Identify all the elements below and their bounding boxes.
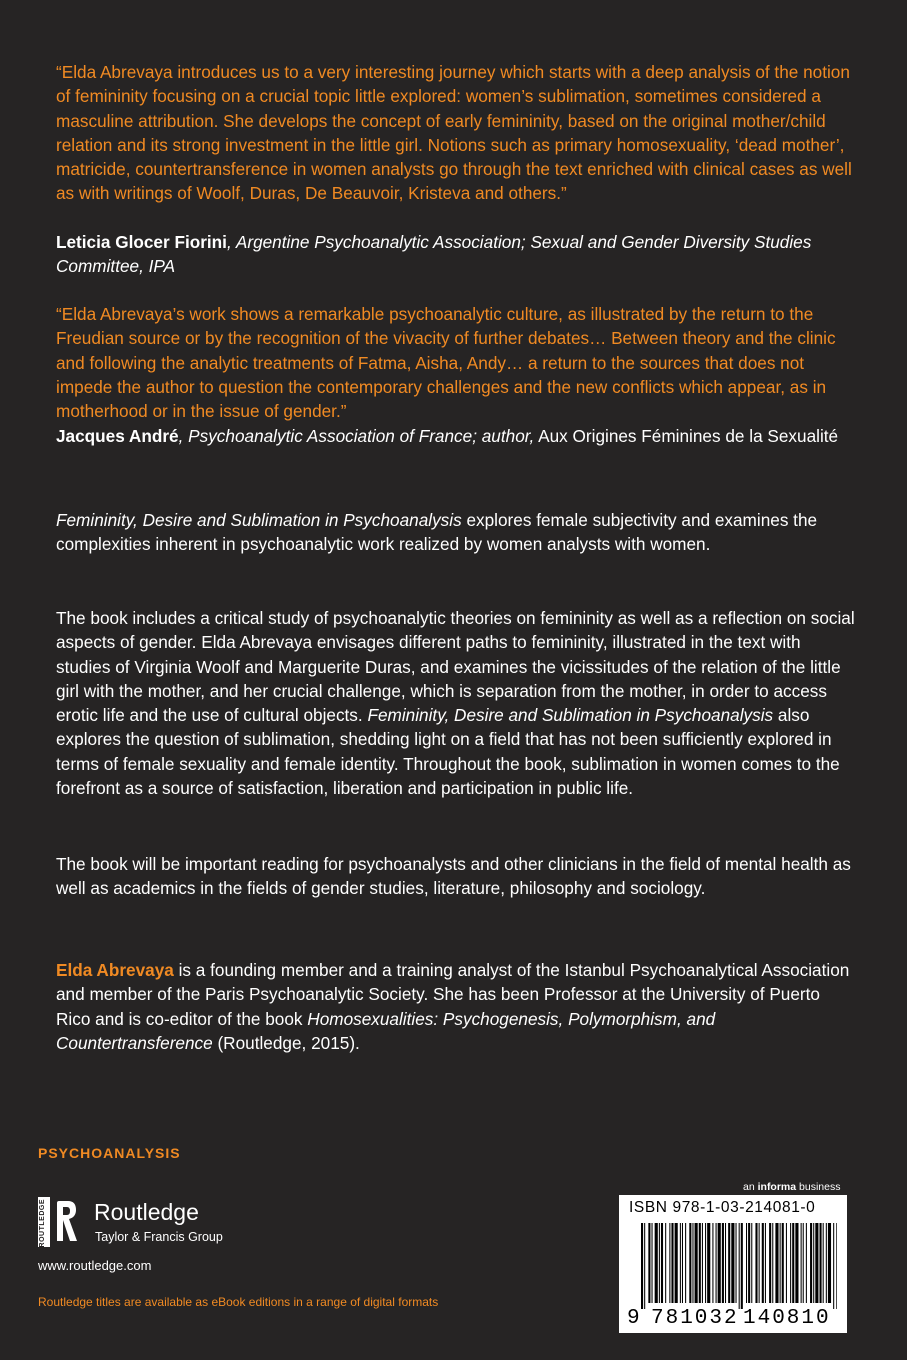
quote-1-author: Leticia Glocer Fiorini bbox=[56, 232, 227, 252]
description-paragraph-2 bbox=[56, 606, 856, 800]
publisher-website: www.routledge.com bbox=[38, 1258, 152, 1273]
isbn-digit-group-2: 140810 bbox=[743, 1307, 831, 1330]
informa-suffix: business bbox=[796, 1181, 841, 1193]
isbn-digit-lead: 9 bbox=[627, 1307, 640, 1330]
quote-1-affiliation: , Argentine Psychoanalytic Association; Sexual and Gender Diversity Studies Committee, IPA bbox=[56, 232, 812, 277]
quote-2-author: Jacques André bbox=[56, 426, 179, 446]
description-p3-text: The book will be important reading for psychoanalysts and other clinicians in the field of mental health as well as academics in the fields of gender studies, literature, philosophy and sociology. bbox=[56, 854, 851, 899]
book-title: Femininity, Desire and Sublimation in Psychoanalysis bbox=[367, 705, 774, 726]
routledge-icon bbox=[54, 1199, 80, 1243]
endorsement-attribution-1 bbox=[56, 230, 856, 279]
author-bio-text-a: is a founding member and a training analyst of the Istanbul Psychoanalytical Association and member of the Paris Psychoanalytic Society. She has been Professor at the University of Puerto Rico and is co-editor of the book bbox=[56, 960, 850, 1029]
ebook-note: Routledge titles are available as eBook editions in a range of digital formats bbox=[38, 1295, 439, 1309]
informa-tagline bbox=[743, 1181, 840, 1193]
description-paragraph-3 bbox=[56, 852, 856, 901]
informa-brand: informa bbox=[757, 1181, 797, 1193]
quote-2-affiliation: , Psychoanalytic Association of France; author, bbox=[178, 426, 535, 446]
routledge-logo bbox=[38, 1197, 268, 1249]
description-p1-text: explores female subjectivity and examines the complexities inherent in psychoanalytic work realized by women analysts with women. bbox=[56, 510, 818, 555]
barcode-icon bbox=[641, 1223, 837, 1309]
quote-1-text: “Elda Abrevaya introduces us to a very interesting journey which starts with a deep analysis of the notion of femininity focusing on a crucial topic little explored: women’s sublimation, sometimes considered a masculine attribution. She develops the concept of early femininity, based on the original mother/child relation and its strong investment in the little girl. Notions such as primary homosexuality, ‘dead mother’, matricide, countertransference in women analysts go through the text enriched with clinical cases as well as with writings of Woolf, Duras, De Beauvoir, Kristeva and others.” bbox=[56, 62, 852, 204]
quote-2-book: Aux Origines Féminines de la Sexualité bbox=[534, 426, 839, 446]
author-bio-text-b: (Routledge, 2015). bbox=[212, 1032, 360, 1053]
informa-prefix: an bbox=[743, 1181, 758, 1193]
author-bio bbox=[56, 958, 856, 1055]
endorsement-quote-1 bbox=[56, 60, 856, 206]
description-p2-text-a: The book includes a critical study of psychoanalytic theories on femininity as well as a reflection on social aspects of gender. Elda Abrevaya envisages different paths to femininity, illustrated in the text with studies of Virginia Woolf and Marguerite Duras, and examines the vicissitudes of the relation of the little girl with the mother, and her crucial challenge, which is separation from the mother, in order to access erotic life and the use of cultural objects. bbox=[56, 608, 855, 726]
publisher-name: Routledge bbox=[94, 1199, 199, 1225]
quote-2-text: “Elda Abrevaya’s work shows a remarkable psychoanalytic culture, as illustrated by the return to the Freudian source or by the recognition of the vivacity of further debates… Between theory and the clinic and following the analytic treatments of Fatma, Aisha, Andy… a return to the sources that does not impede the author to question the contemporary challenges and the new conflicts which appear, as in motherhood or in the issue of gender.” bbox=[56, 304, 836, 422]
description-paragraph-1 bbox=[56, 508, 856, 557]
description-p2-text-b: also explores the question of sublimation, shedding light on a field that has not been sufficiently explored in terms of female sexuality and female identity. Throughout the book, sublimation in women comes to the forefront as a source of satisfaction, liberation and participation in public life. bbox=[56, 705, 840, 799]
author-bio-book: Homosexualities: Psychogenesis, Polymorphism, and Countertransference bbox=[56, 1008, 716, 1053]
isbn-digit-group-1: 781032 bbox=[651, 1307, 739, 1330]
author-name: Elda Abrevaya bbox=[56, 960, 174, 980]
logo-spine-text: ROUTLEDGE bbox=[39, 1199, 46, 1248]
subject-category: PSYCHOANALYSIS bbox=[38, 1145, 181, 1161]
isbn-barcode-box bbox=[619, 1195, 847, 1333]
isbn-label: ISBN 978-1-03-214081-0 bbox=[629, 1199, 816, 1216]
publisher-group: Taylor & Francis Group bbox=[95, 1230, 223, 1244]
book-title: Femininity, Desire and Sublimation in Psychoanalysis bbox=[56, 510, 462, 530]
endorsement-quote-2 bbox=[56, 302, 856, 423]
endorsement-attribution-2 bbox=[56, 424, 856, 448]
logo-spine-bar bbox=[38, 1197, 50, 1247]
